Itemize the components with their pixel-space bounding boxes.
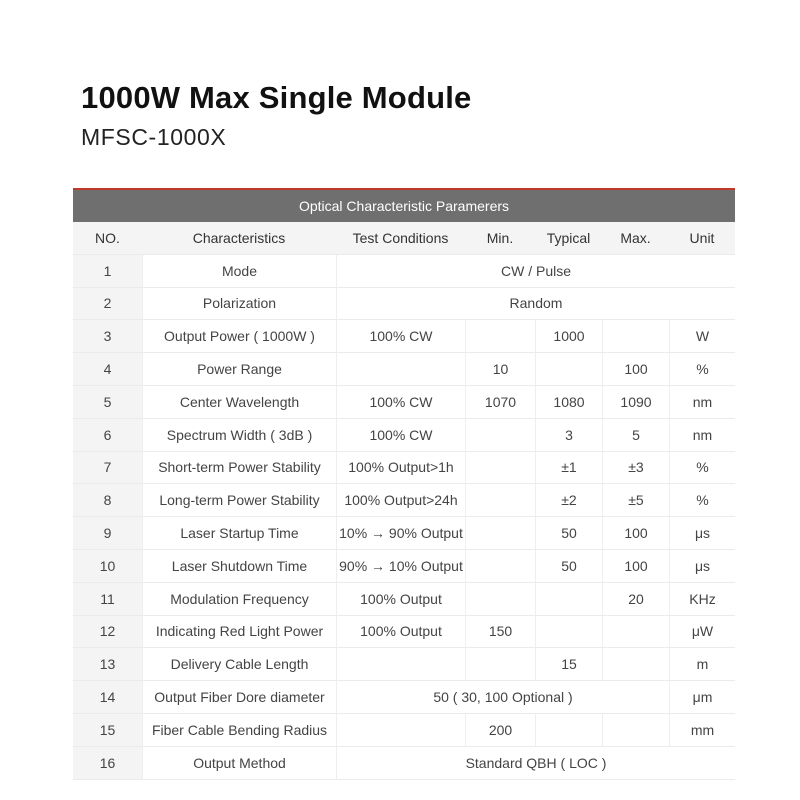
table-row [73, 583, 735, 616]
merged-value-cell: 50 ( 30, 100 Optional ) [336, 681, 669, 714]
row-number: 4 [73, 353, 142, 386]
table-row [73, 419, 735, 452]
table-row [73, 747, 735, 780]
characteristic-cell: Fiber Cable Bending Radius [142, 714, 336, 747]
min-cell: 150 [465, 616, 535, 649]
row-number: 6 [73, 419, 142, 452]
merged-value-cell: Standard QBH ( LOC ) [336, 747, 735, 780]
column-header-unit: Unit [669, 222, 735, 255]
characteristic-cell: Center Wavelength [142, 386, 336, 419]
min-cell [465, 517, 535, 550]
min-cell: 200 [465, 714, 535, 747]
test-condition-cell: 100% CW [336, 419, 465, 452]
table-row [73, 714, 735, 747]
characteristic-cell: Laser Startup Time [142, 517, 336, 550]
min-cell [465, 419, 535, 452]
row-number: 2 [73, 288, 142, 321]
characteristic-cell: Spectrum Width ( 3dB ) [142, 419, 336, 452]
unit-cell: mm [669, 714, 735, 747]
table-banner: Optical Characteristic Paramerers [73, 190, 735, 222]
characteristic-cell: Polarization [142, 288, 336, 321]
min-cell [465, 484, 535, 517]
characteristic-cell: Short-term Power Stability [142, 452, 336, 485]
test-condition-cell [336, 714, 465, 747]
table-row [73, 255, 735, 288]
max-cell [602, 648, 669, 681]
column-header-no: NO. [73, 222, 142, 255]
table-row [73, 616, 735, 649]
min-cell [465, 550, 535, 583]
unit-cell: μs [669, 517, 735, 550]
row-number: 13 [73, 648, 142, 681]
typical-cell: 15 [535, 648, 602, 681]
max-cell: 1090 [602, 386, 669, 419]
max-cell: 20 [602, 583, 669, 616]
min-cell [465, 320, 535, 353]
merged-value-cell: CW / Pulse [336, 255, 735, 288]
max-cell: 5 [602, 419, 669, 452]
test-condition-cell: 100% Output [336, 583, 465, 616]
unit-cell: % [669, 484, 735, 517]
typical-cell: ±1 [535, 452, 602, 485]
test-condition-cell: 100% Output>24h [336, 484, 465, 517]
typical-cell: 3 [535, 419, 602, 452]
table-row [73, 648, 735, 681]
unit-cell: % [669, 452, 735, 485]
test-condition-cell: 90% → 10% Output [336, 550, 465, 583]
row-number: 10 [73, 550, 142, 583]
max-cell: 100 [602, 550, 669, 583]
header-row [73, 222, 735, 255]
typical-cell: ±2 [535, 484, 602, 517]
unit-cell: μW [669, 616, 735, 649]
characteristic-cell: Output Fiber Dore diameter [142, 681, 336, 714]
table-row [73, 681, 735, 714]
unit-cell: W [669, 320, 735, 353]
spec-table [73, 222, 735, 780]
table-row [73, 517, 735, 550]
column-header-typical: Typical [535, 222, 602, 255]
table-row [73, 484, 735, 517]
typical-cell [535, 353, 602, 386]
merged-value-cell: Random [336, 288, 735, 321]
max-cell [602, 320, 669, 353]
unit-cell: KHz [669, 583, 735, 616]
column-header-characteristics: Characteristics [142, 222, 336, 255]
test-condition-cell: 100% Output [336, 616, 465, 649]
row-number: 15 [73, 714, 142, 747]
characteristic-cell: Modulation Frequency [142, 583, 336, 616]
min-cell [465, 583, 535, 616]
unit-cell: nm [669, 419, 735, 452]
characteristic-cell: Output Power ( 1000W ) [142, 320, 336, 353]
table-row [73, 288, 735, 321]
table-row [73, 386, 735, 419]
row-number: 3 [73, 320, 142, 353]
typical-cell: 1000 [535, 320, 602, 353]
typical-cell [535, 714, 602, 747]
characteristic-cell: Mode [142, 255, 336, 288]
column-header-test-conditions: Test Conditions [336, 222, 465, 255]
test-condition-cell [336, 648, 465, 681]
row-number: 16 [73, 747, 142, 780]
row-number: 1 [73, 255, 142, 288]
table-row [73, 353, 735, 386]
unit-cell: nm [669, 386, 735, 419]
min-cell: 10 [465, 353, 535, 386]
characteristic-cell: Delivery Cable Length [142, 648, 336, 681]
row-number: 8 [73, 484, 142, 517]
unit-cell: % [669, 353, 735, 386]
typical-cell [535, 583, 602, 616]
characteristic-cell: Output Method [142, 747, 336, 780]
max-cell: 100 [602, 517, 669, 550]
min-cell [465, 452, 535, 485]
unit-cell: μs [669, 550, 735, 583]
page-title: 1000W Max Single Module [81, 80, 472, 115]
typical-cell: 50 [535, 550, 602, 583]
min-cell: 1070 [465, 386, 535, 419]
test-condition-cell [336, 353, 465, 386]
test-condition-cell: 100% Output>1h [336, 452, 465, 485]
min-cell [465, 648, 535, 681]
typical-cell: 1080 [535, 386, 602, 419]
test-condition-cell: 100% CW [336, 320, 465, 353]
row-number: 12 [73, 616, 142, 649]
test-condition-cell: 10% → 90% Output [336, 517, 465, 550]
characteristic-cell: Power Range [142, 353, 336, 386]
max-cell [602, 616, 669, 649]
characteristic-cell: Indicating Red Light Power [142, 616, 336, 649]
unit-cell: m [669, 648, 735, 681]
characteristic-cell: Long-term Power Stability [142, 484, 336, 517]
row-number: 11 [73, 583, 142, 616]
column-header-min: Min. [465, 222, 535, 255]
characteristic-cell: Laser Shutdown Time [142, 550, 336, 583]
spec-table-panel [73, 188, 735, 771]
max-cell: ±3 [602, 452, 669, 485]
model-number: MFSC-1000X [81, 124, 227, 150]
table-row [73, 452, 735, 485]
table-row [73, 320, 735, 353]
column-header-max: Max. [602, 222, 669, 255]
max-cell: ±5 [602, 484, 669, 517]
row-number: 14 [73, 681, 142, 714]
row-number: 9 [73, 517, 142, 550]
table-row [73, 550, 735, 583]
row-number: 5 [73, 386, 142, 419]
typical-cell: 50 [535, 517, 602, 550]
typical-cell [535, 616, 602, 649]
test-condition-cell: 100% CW [336, 386, 465, 419]
max-cell [602, 714, 669, 747]
unit-cell: μm [669, 681, 735, 714]
row-number: 7 [73, 452, 142, 485]
max-cell: 100 [602, 353, 669, 386]
